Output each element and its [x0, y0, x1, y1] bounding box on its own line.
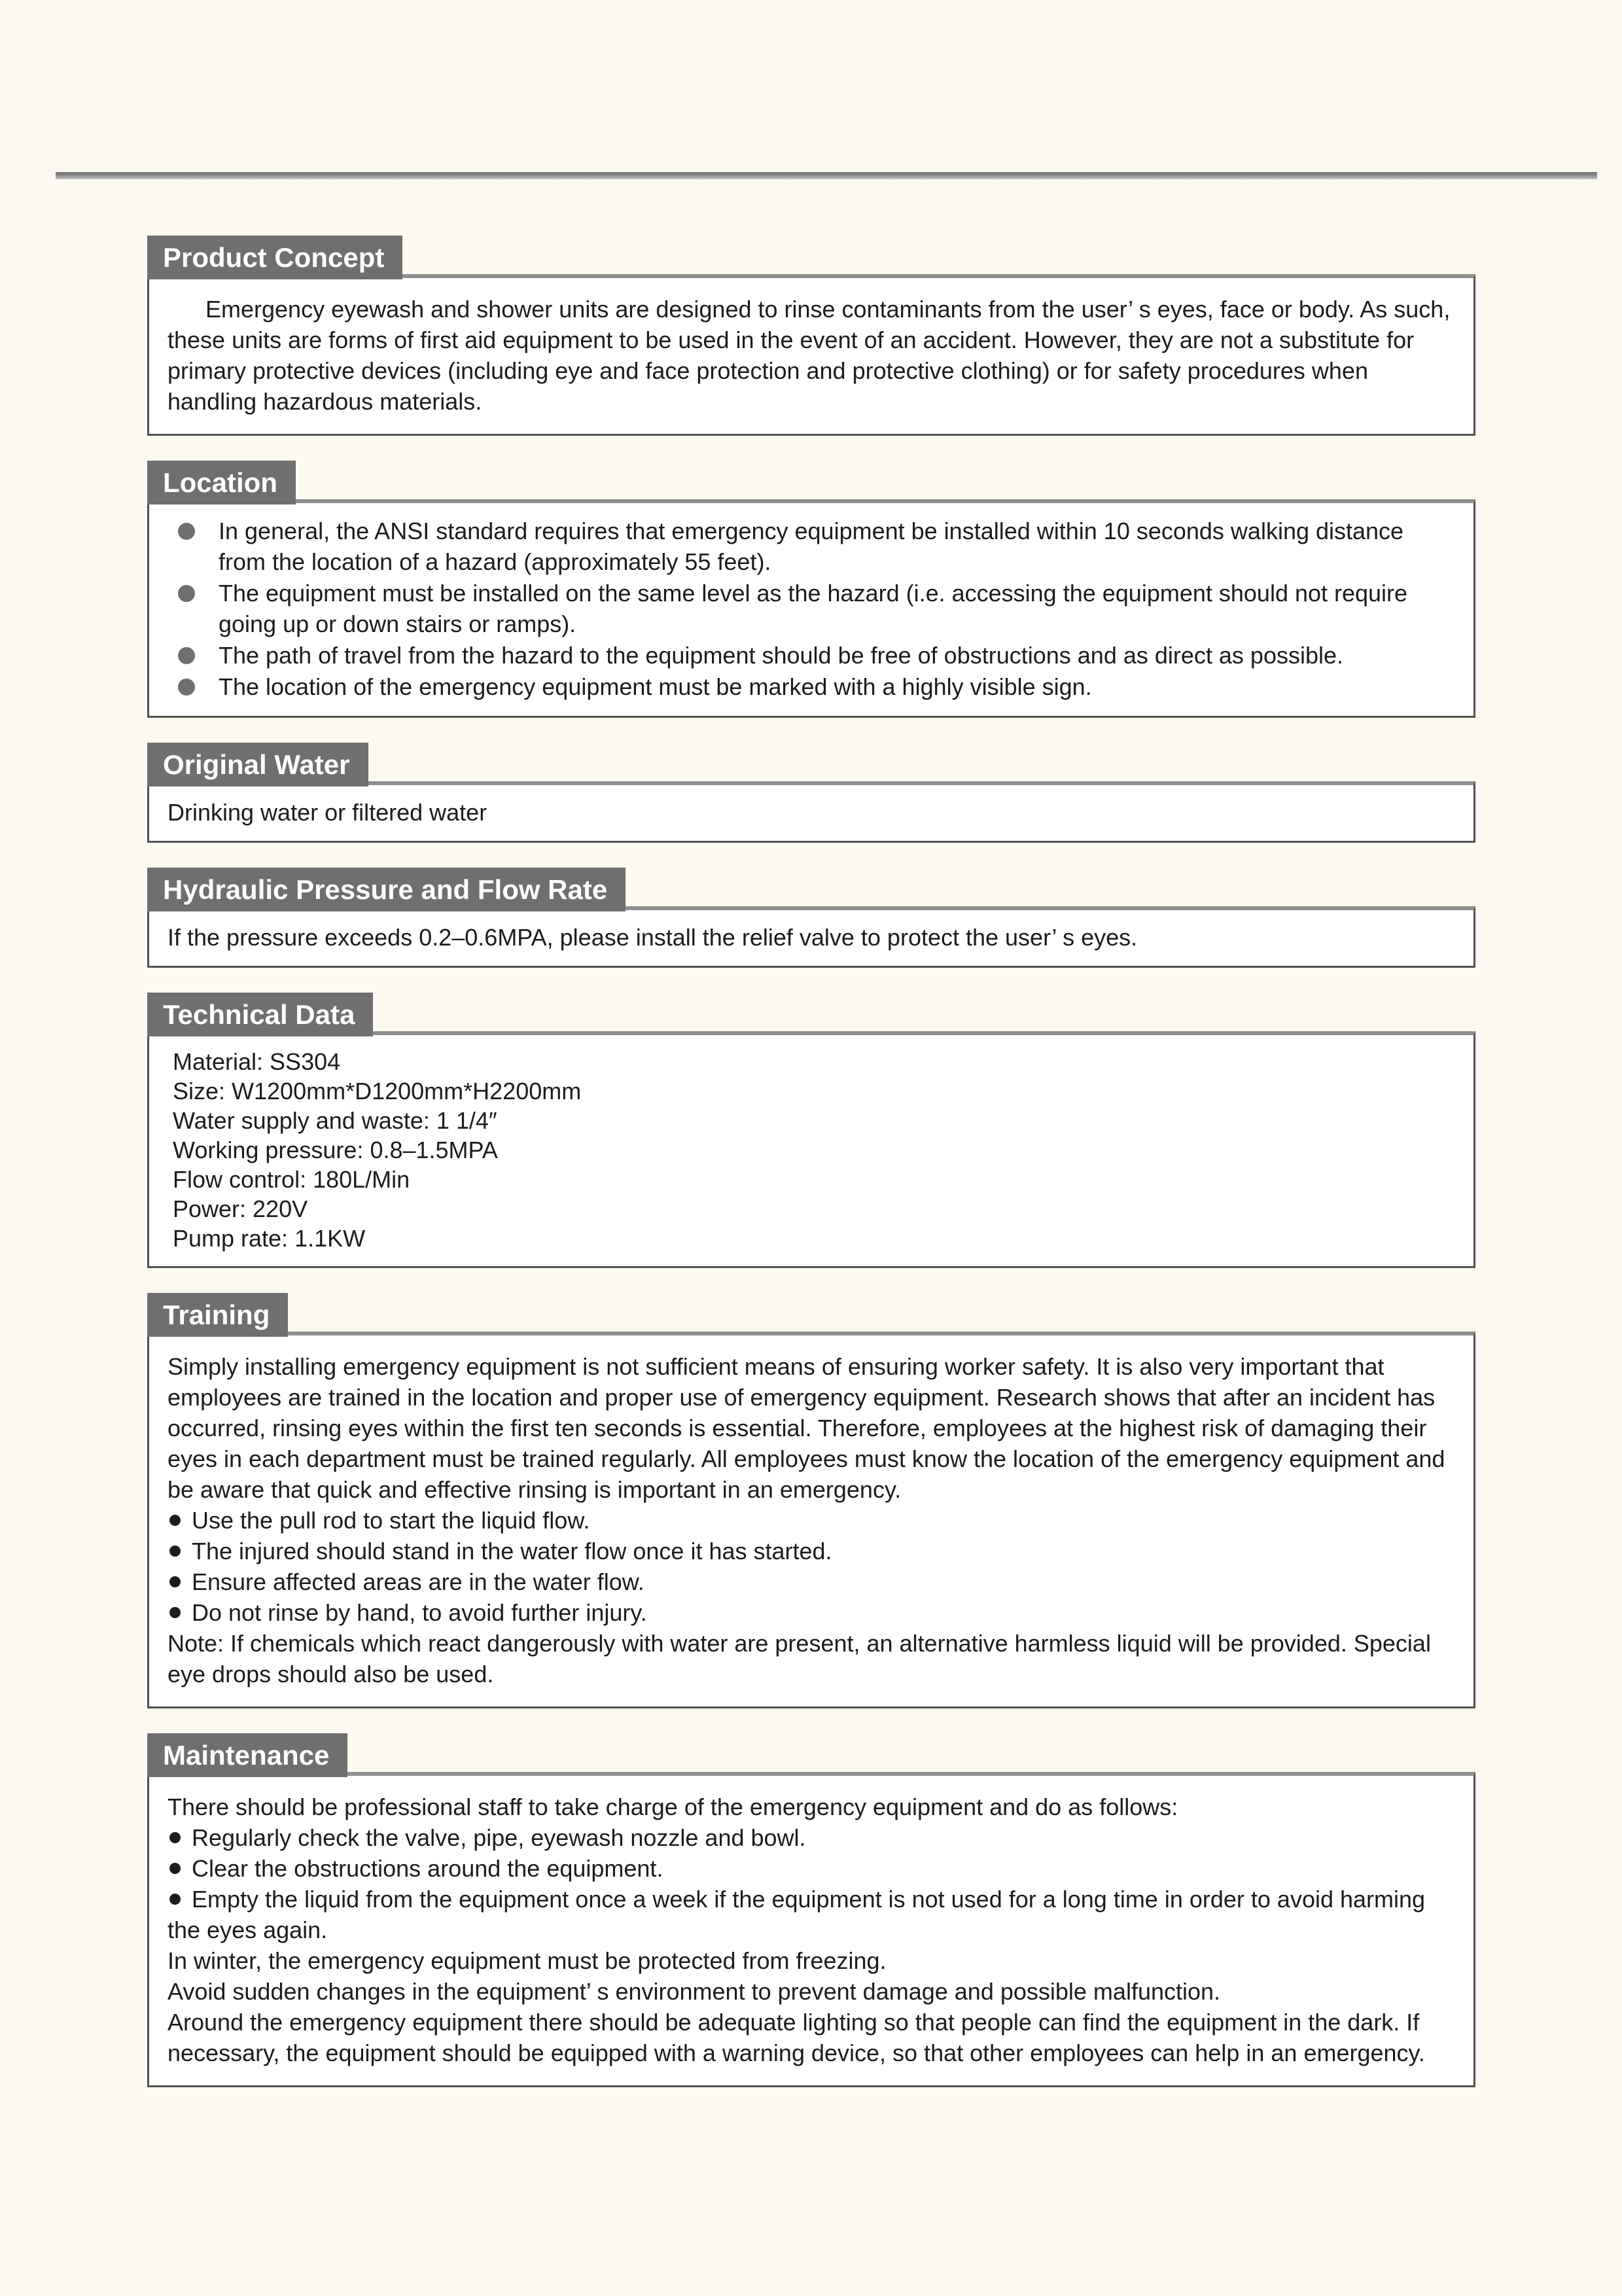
bullet-icon — [169, 1863, 181, 1874]
list-item — [167, 1853, 1455, 1884]
bullet-icon — [169, 1545, 181, 1557]
bullet-icon — [169, 1607, 181, 1618]
maintenance-intro: There should be professional staff to take charge of the emergency equipment and do as follows: — [167, 1793, 1178, 1820]
list-item-text: Empty the liquid from the equipment once a week if the equipment is not used for a long time in order to avoid harming the eyes again. — [167, 1886, 1426, 1943]
bullet-icon — [169, 1576, 181, 1587]
spec-line-working-pressure: Working pressure: 0.8–1.5MPA — [173, 1137, 498, 1163]
list-item-text: Do not rinse by hand, to avoid further injury. — [192, 1599, 647, 1626]
section-technical-data — [147, 993, 1475, 1268]
spec-line-material: Material: SS304 — [173, 1048, 341, 1075]
section-header-product-concept — [147, 236, 402, 279]
maintenance-environment-note: Avoid sudden changes in the equipment’ s environment to prevent damage and possible malfunction. — [167, 1978, 1221, 2005]
section-title: Maintenance — [163, 1740, 330, 1771]
bullet-icon — [178, 647, 195, 664]
bullet-icon — [169, 1832, 181, 1843]
list-item — [167, 516, 1455, 577]
list-item-text: In general, the ANSI standard requires that emergency equipment be installed within 10 seconds walking distance from the location of a hazard (approximately 55 feet). — [219, 518, 1404, 575]
hydraulic-pressure-text: If the pressure exceeds 0.2–0.6MPA, please install the relief valve to protect the user’ s eyes. — [167, 924, 1138, 951]
section-title: Hydraulic Pressure and Flow Rate — [163, 874, 608, 905]
original-water-text: Drinking water or filtered water — [167, 799, 487, 826]
section-product-concept — [147, 236, 1475, 436]
spec-line-water-supply: Water supply and waste: 1 1/4″ — [173, 1107, 497, 1134]
spec-line-size: Size: W1200mm*D1200mm*H2200mm — [173, 1078, 582, 1104]
product-concept-paragraph: Emergency eyewash and shower units are designed to rinse contaminants from the user’ s eyes, face or body. As such, these units are forms of first aid equipment to be used in the event of an accident. However, they are not a substitute for primary protective devices (including eye and face protection and protective clothing) or for safety procedures when handling hazardous materials. — [167, 296, 1451, 415]
section-header-training — [147, 1293, 288, 1337]
maintenance-lighting-note: Around the emergency equipment there should be adequate lighting so that people can find the equipment in the dark. If necessary, the equipment should be equipped with a warning device, so that other employees can help in an emergency. — [167, 2009, 1425, 2066]
section-box-technical-data — [147, 1031, 1475, 1268]
list-item — [167, 578, 1455, 639]
bullet-icon — [178, 679, 195, 696]
list-item-text: Use the pull rod to start the liquid flow. — [192, 1507, 590, 1534]
section-box-maintenance — [147, 1772, 1475, 2087]
maintenance-winter-note: In winter, the emergency equipment must be protected from freezing. — [167, 1947, 887, 1974]
section-header-original-water — [147, 743, 368, 786]
section-header-hydraulic-pressure — [147, 868, 626, 911]
section-hydraulic-pressure — [147, 868, 1475, 968]
section-title: Product Concept — [163, 242, 385, 273]
bullet-icon — [178, 585, 195, 602]
list-item-text: Ensure affected areas are in the water flow. — [192, 1568, 644, 1595]
list-item-text: The injured should stand in the water flow once it has started. — [192, 1538, 832, 1564]
page-content — [147, 236, 1475, 2112]
section-original-water — [147, 743, 1475, 843]
training-intro: Simply installing emergency equipment is not sufficient means of ensuring worker safety. It is also very important that employees are trained in the location and proper use of emergency equipment. Research shows that after an incident has occurred, rinsing eyes within the first ten seconds is essential. Therefore, employees at the highest risk of damaging their eyes in each department must be trained regularly. All employees must know the location of the emergency equipment and be aware that quick and effective rinsing is important in an emergency. — [167, 1353, 1445, 1503]
training-note: Note: If chemicals which react dangerously with water are present, an alternative harmless liquid will be provided. Special eye drops should also be used. — [167, 1630, 1431, 1687]
section-box-location — [147, 499, 1475, 718]
section-training — [147, 1293, 1475, 1708]
section-header-technical-data — [147, 993, 373, 1036]
spec-line-pump-rate: Pump rate: 1.1KW — [173, 1225, 366, 1252]
section-box-training — [147, 1332, 1475, 1708]
list-item — [167, 1566, 1455, 1597]
page-top-rule — [56, 172, 1597, 179]
list-item — [167, 1597, 1455, 1628]
section-title: Original Water — [163, 749, 350, 780]
list-item — [167, 671, 1455, 702]
bullet-icon — [178, 523, 195, 540]
list-item — [167, 1884, 1455, 1945]
spec-line-flow-control: Flow control: 180L/Min — [173, 1166, 410, 1193]
section-title: Training — [163, 1299, 270, 1330]
section-box-original-water — [147, 781, 1475, 843]
section-header-location — [147, 461, 296, 504]
section-header-maintenance — [147, 1733, 347, 1777]
list-item — [167, 1822, 1455, 1853]
section-title: Technical Data — [163, 999, 355, 1030]
list-item-text: Clear the obstructions around the equipment. — [192, 1855, 663, 1882]
section-box-hydraulic-pressure — [147, 906, 1475, 968]
section-location — [147, 461, 1475, 718]
list-item — [167, 1505, 1455, 1536]
section-box-product-concept — [147, 274, 1475, 436]
list-item-text: The path of travel from the hazard to the equipment should be free of obstructions and as direct as possible. — [219, 642, 1343, 669]
section-title: Location — [163, 467, 277, 498]
list-item-text: The equipment must be installed on the same level as the hazard (i.e. accessing the equipment should not require going up or down stairs or ramps). — [219, 580, 1408, 637]
bullet-icon — [169, 1894, 181, 1905]
list-item — [167, 640, 1455, 671]
list-item-text: Regularly check the valve, pipe, eyewash nozzle and bowl. — [192, 1824, 806, 1851]
section-maintenance — [147, 1733, 1475, 2087]
spec-line-power: Power: 220V — [173, 1195, 308, 1222]
list-item — [167, 1536, 1455, 1566]
list-item-text: The location of the emergency equipment must be marked with a highly visible sign. — [219, 673, 1092, 700]
bullet-icon — [169, 1515, 181, 1526]
